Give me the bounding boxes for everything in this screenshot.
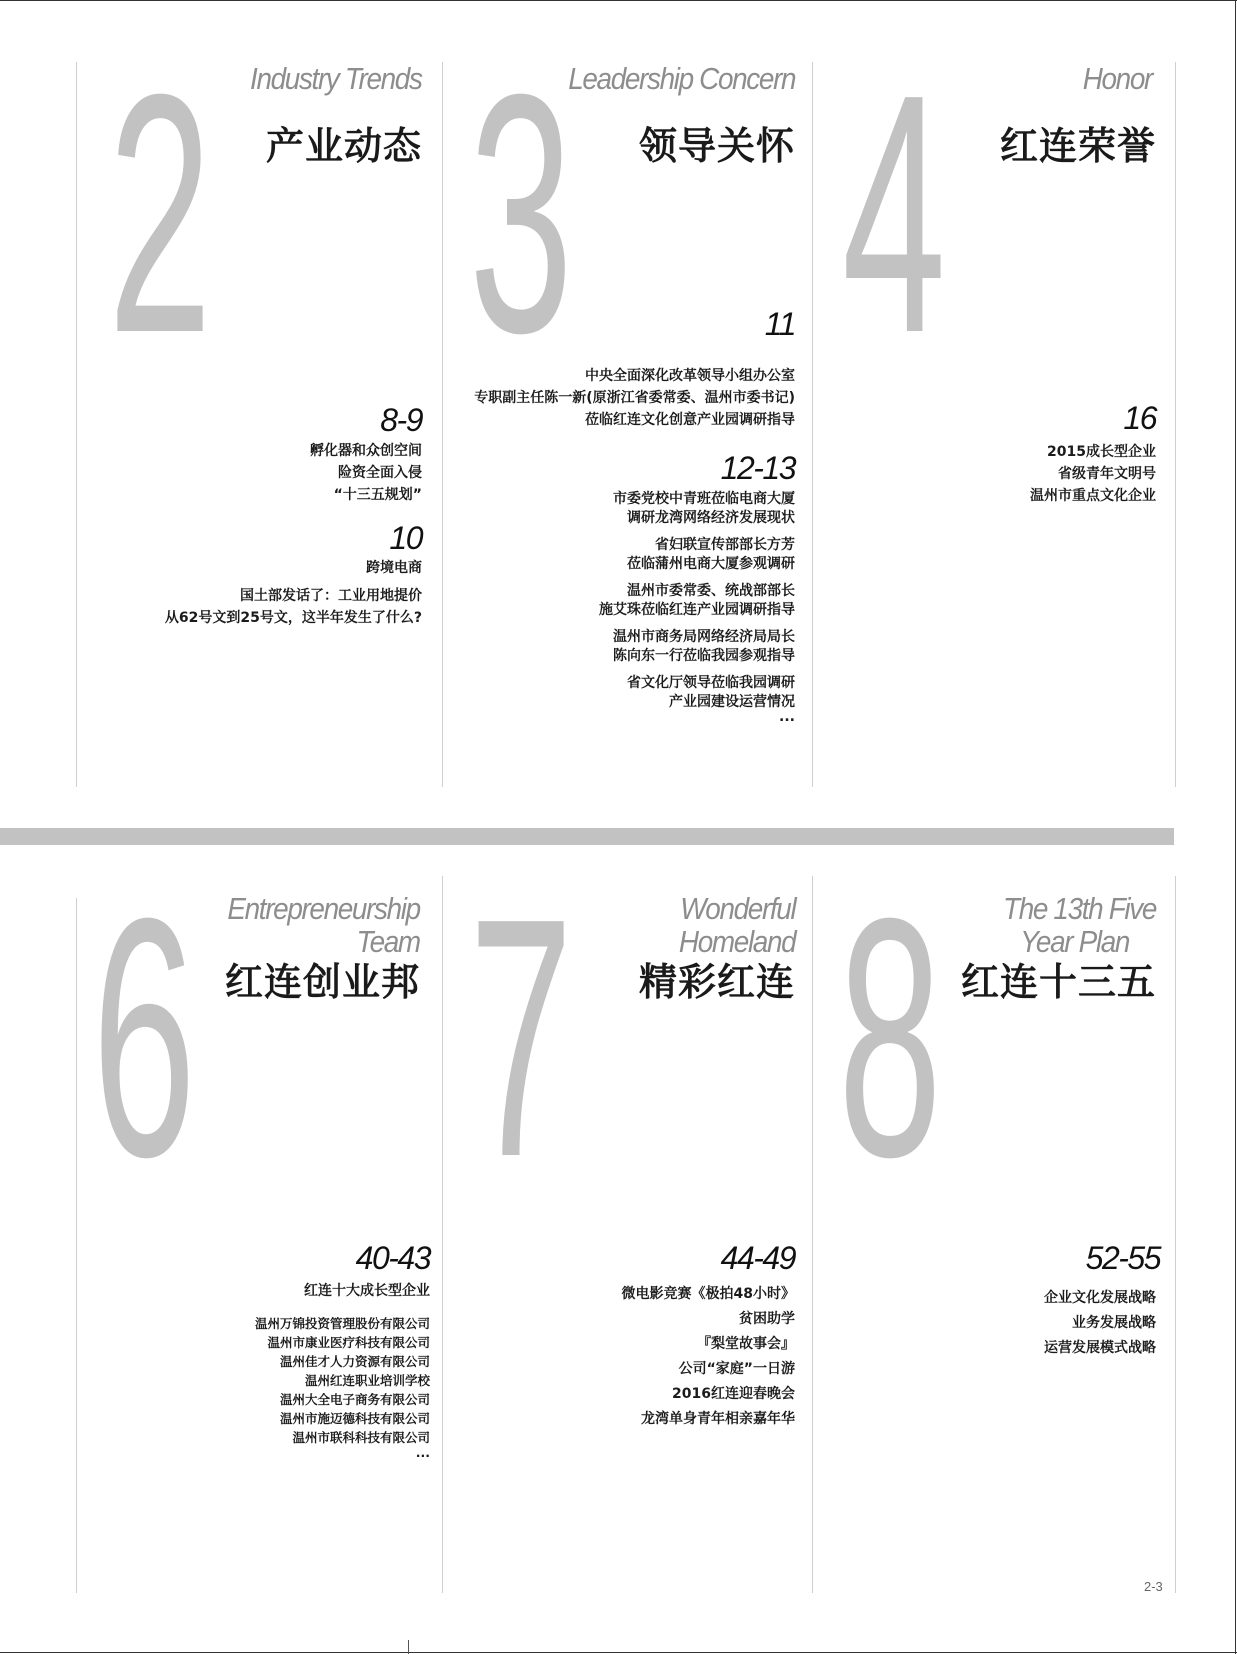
section-number: 6: [92, 848, 197, 1228]
list-item: 产业园建设运营情况: [669, 694, 795, 710]
section-industry-trends: [72, 24, 422, 740]
page-ref: 11: [764, 306, 795, 342]
list-item: 红连十大成长型企业: [304, 1283, 430, 1299]
section-number: 4: [842, 24, 947, 404]
list-item: 省文化厅领导莅临我园调研: [627, 675, 795, 691]
section-en-title: Leadership Concern: [568, 61, 795, 96]
list-item: 国土部发话了：工业用地提价: [240, 588, 422, 604]
section-cn-title: 红连十三五: [960, 960, 1156, 1004]
list-item: 莅临蒲州电商大厦参观调研: [627, 556, 795, 572]
section-en-title: [228, 892, 420, 958]
list-item: 施艾珠莅临红连产业园调研指导: [599, 602, 795, 618]
list-item: 『梨堂故事会』: [697, 1336, 795, 1352]
list-item: 孵化器和众创空间: [310, 443, 422, 459]
list-item: 专职副主任陈一新(原浙江省委常委、温州市委书记): [474, 390, 795, 406]
frame-bottom: [0, 1652, 1237, 1653]
section-leadership-concern: [445, 24, 795, 740]
list-item: 莅临红连文化创意产业园调研指导: [585, 412, 795, 428]
list-item: ...: [779, 709, 795, 725]
section-en-title: [679, 892, 795, 958]
item-list: [474, 365, 795, 431]
section-en-title: Industry Trends: [250, 61, 422, 96]
list-item: 企业文化发展战略: [1044, 1290, 1156, 1306]
list-item: 温州佳才人力资源有限公司: [279, 1354, 430, 1369]
frame-top: [0, 0, 1237, 1]
list-item: 温州市委常委、统战部部长: [627, 583, 795, 599]
section-number: 3: [469, 24, 574, 404]
list-item: 温州市联科科技有限公司: [292, 1430, 430, 1445]
list-item: 公司“家庭”一日游: [678, 1361, 795, 1377]
column-rule: [76, 898, 77, 1593]
list-item: 省妇联宣传部部长方芳: [655, 537, 795, 553]
list-item: 运营发展模式战略: [1044, 1340, 1156, 1356]
list-item: 温州市商务局网络经济局局长: [613, 629, 795, 645]
section-wonderful-homeland: [445, 848, 795, 1580]
list-item: 2016红连迎春晚会: [672, 1386, 795, 1402]
section-number: 7: [469, 848, 574, 1228]
list-item: 从62号文到25号文，这半年发生了什么?: [164, 610, 422, 626]
list-item: 中央全面深化改革领导小组办公室: [585, 368, 795, 384]
list-item: 温州市重点文化企业: [1030, 488, 1156, 504]
list-item: 温州市施迈德科技有限公司: [279, 1411, 430, 1426]
item-list: [622, 1282, 795, 1432]
list-item: 龙湾单身青年相亲嘉年华: [641, 1411, 795, 1427]
section-honor: [810, 24, 1160, 740]
section-en-title: Honor: [1082, 61, 1152, 96]
section-cn-title: 产业动态: [265, 124, 422, 168]
list-item: 陈向东一行莅临我园参观指导: [613, 648, 795, 664]
en-title-line: Homeland: [678, 924, 795, 959]
section-en-title: [1003, 892, 1156, 958]
list-item: 调研龙湾网络经济发展现状: [627, 510, 795, 526]
en-title-line: Year Plan: [1020, 924, 1129, 959]
section-cn-title: 领导关怀: [638, 124, 795, 168]
column-rule: [1175, 876, 1176, 1593]
item-list: [165, 557, 422, 629]
page-ref: 10: [389, 520, 422, 556]
item-list: [1044, 1286, 1156, 1361]
en-title-line: Wonderful: [679, 891, 795, 926]
list-item: 温州红连职业培训学校: [304, 1373, 430, 1388]
en-title-line: Entrepreneurship: [227, 891, 420, 926]
list-item: 微电影竞赛《极拍48小时》: [621, 1286, 795, 1302]
list-item: 贫困助学: [739, 1311, 795, 1327]
section-number: 2: [108, 24, 213, 404]
column-rule: [442, 62, 443, 787]
section-number: 8: [838, 848, 943, 1228]
item-list: [304, 1280, 430, 1302]
page-ref: 12-13: [720, 450, 795, 486]
company-list: [255, 1314, 430, 1459]
en-title-line: Team: [356, 924, 420, 959]
frame-tick: [408, 1640, 409, 1654]
list-item: 跨境电商: [366, 560, 422, 576]
column-rule: [442, 876, 443, 1593]
page-number: 2-3: [1144, 1579, 1163, 1594]
list-item: 市委党校中青班莅临电商大厦: [613, 491, 795, 507]
list-item: 省级青年文明号: [1058, 466, 1156, 482]
list-item: 险资全面入侵: [338, 465, 422, 481]
section-divider: [0, 828, 1174, 845]
list-item: 业务发展战略: [1072, 1315, 1156, 1331]
page-ref: 40-43: [355, 1240, 430, 1276]
page-ref: 16: [1123, 400, 1156, 436]
en-title-line: The 13th Five: [1002, 891, 1156, 926]
item-list: [599, 490, 795, 725]
section-cn-title: 红连创业邦: [224, 960, 420, 1004]
list-item: 温州万锦投资管理股份有限公司: [254, 1316, 430, 1331]
list-item: ...: [415, 1445, 430, 1460]
frame-right: [1235, 0, 1236, 1654]
item-list: [310, 440, 422, 506]
list-item: 2015成长型企业: [1047, 444, 1156, 460]
section-13th-five-year-plan: [810, 848, 1160, 1580]
page-ref: 44-49: [720, 1240, 795, 1276]
section-cn-title: 红连荣誉: [999, 124, 1156, 168]
list-item: 温州市康业医疗科技有限公司: [267, 1335, 430, 1350]
section-entrepreneurship-team: [80, 848, 430, 1580]
list-item: 温州大全电子商务有限公司: [279, 1392, 430, 1407]
item-list: [1030, 441, 1156, 507]
list-item: “十三五规划”: [333, 487, 422, 503]
page-ref: 8-9: [380, 402, 422, 438]
column-rule: [1175, 62, 1176, 787]
page-ref: 52-55: [1085, 1240, 1160, 1276]
section-cn-title: 精彩红连: [638, 960, 795, 1004]
